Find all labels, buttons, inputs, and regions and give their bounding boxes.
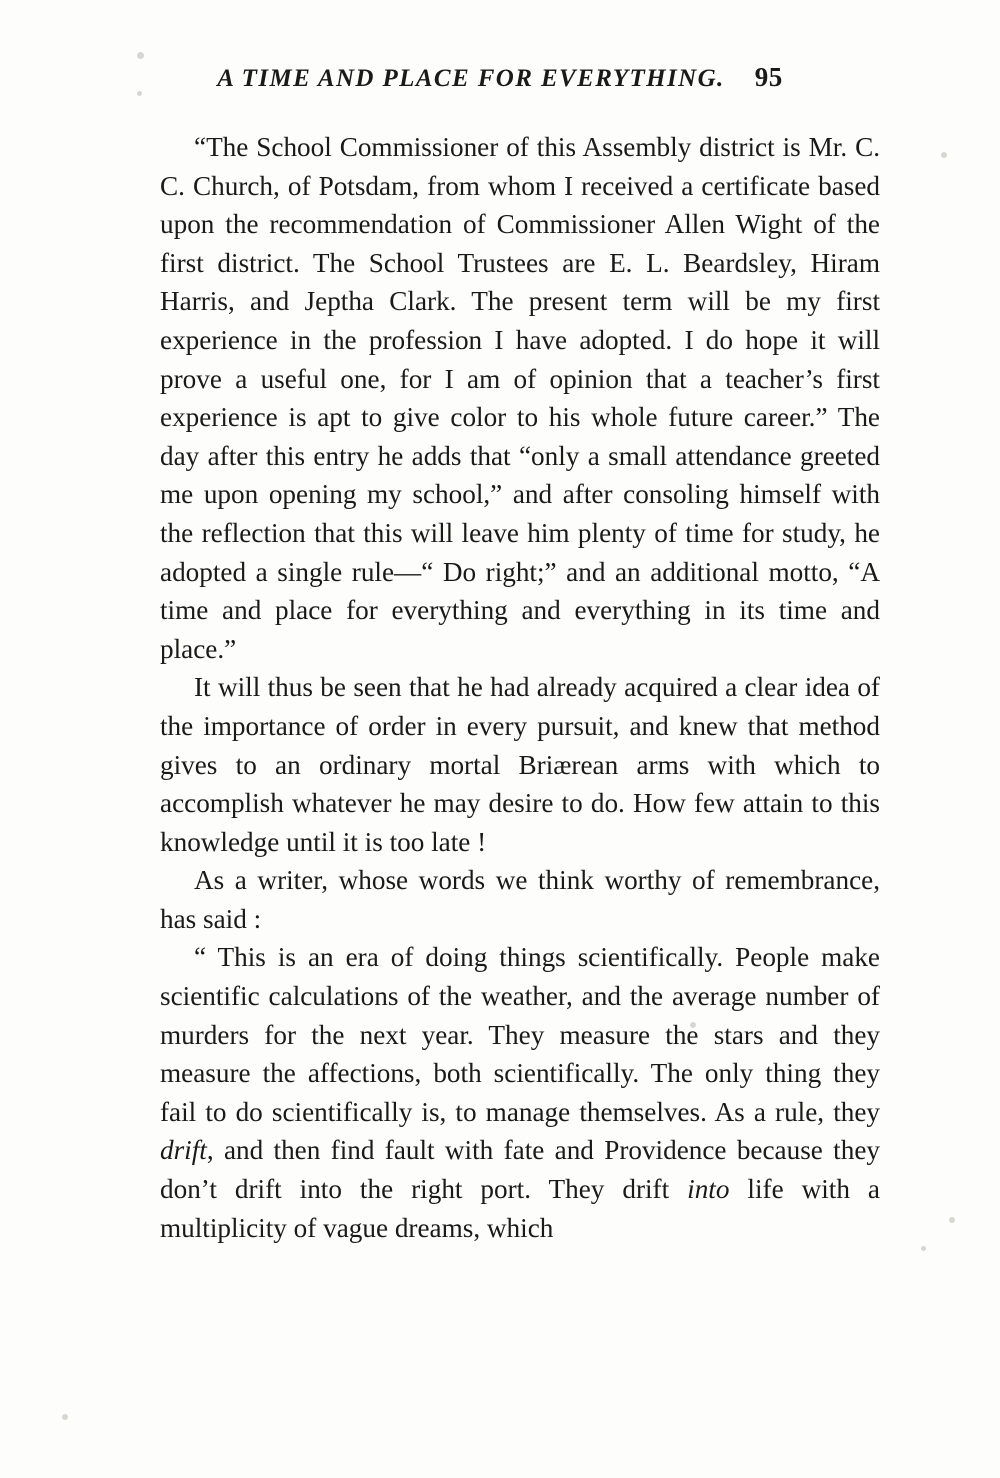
page-body [160,128,880,1247]
scan-speck [941,152,947,158]
scan-speck [921,1246,926,1251]
scan-speck [949,1217,955,1223]
page-number: 95 [754,62,783,92]
paragraph: “The School Commissioner of this Assembly district is Mr. C. C. Church, of Potsdam, from whom I received a certificate based upon the recommendation of Commissioner Allen Wight of the first district. The School Trustees are E. L. Beardsley, Hiram Harris, and Jeptha Clark. The present term will be my first experience in the profession I have adopted. I do hope it will prove a useful one, for I am of opinion that a teacher’s first experience is apt to give color to his whole future career.” The day after this entry he adds that “only a small attendance greeted me upon opening my school,” and after consoling himself with the reflection that this will leave him plenty of time for study, he adopted a single rule—“ Do right;” and an additional motto, “A time and place for everything and everything in its time and place.” [160,132,880,664]
scan-speck [137,52,144,59]
quote-text-part: , and then find fault with fate and Providence because they don’t drift into the right port. They drift [160,1135,880,1205]
page-title: A TIME AND PLACE FOR EVERYTHING. [217,65,725,92]
quote-text-part: “ This is an era of doing things scientifically. People make scientific calculations of the weather, and the average number of murders for the next year. They measure the stars and they measure the affections, both scientifically. The only thing they fail to do scientifically is, to manage themselves. As a rule, they [160,942,880,1127]
emphasized-word-drift: drift [160,1135,207,1166]
paragraph: It will thus be seen that he had already acquired a clear idea of the importance of order in every pursuit, and knew that method gives to an ordinary mortal Briærean arms with which to accomplish whatever he may desire to do. How few attain to this knowledge until it is too late ! [160,672,880,857]
paragraph: As a writer, whose words we think worthy of remembrance, has said : [160,865,880,934]
running-head [0,62,1000,93]
emphasized-word-into: into [687,1174,730,1205]
scan-speck [62,1414,68,1420]
quote-text-part: life with a multiplicity of vague dreams, which [160,1174,880,1243]
quoted-paragraph [160,938,880,1247]
